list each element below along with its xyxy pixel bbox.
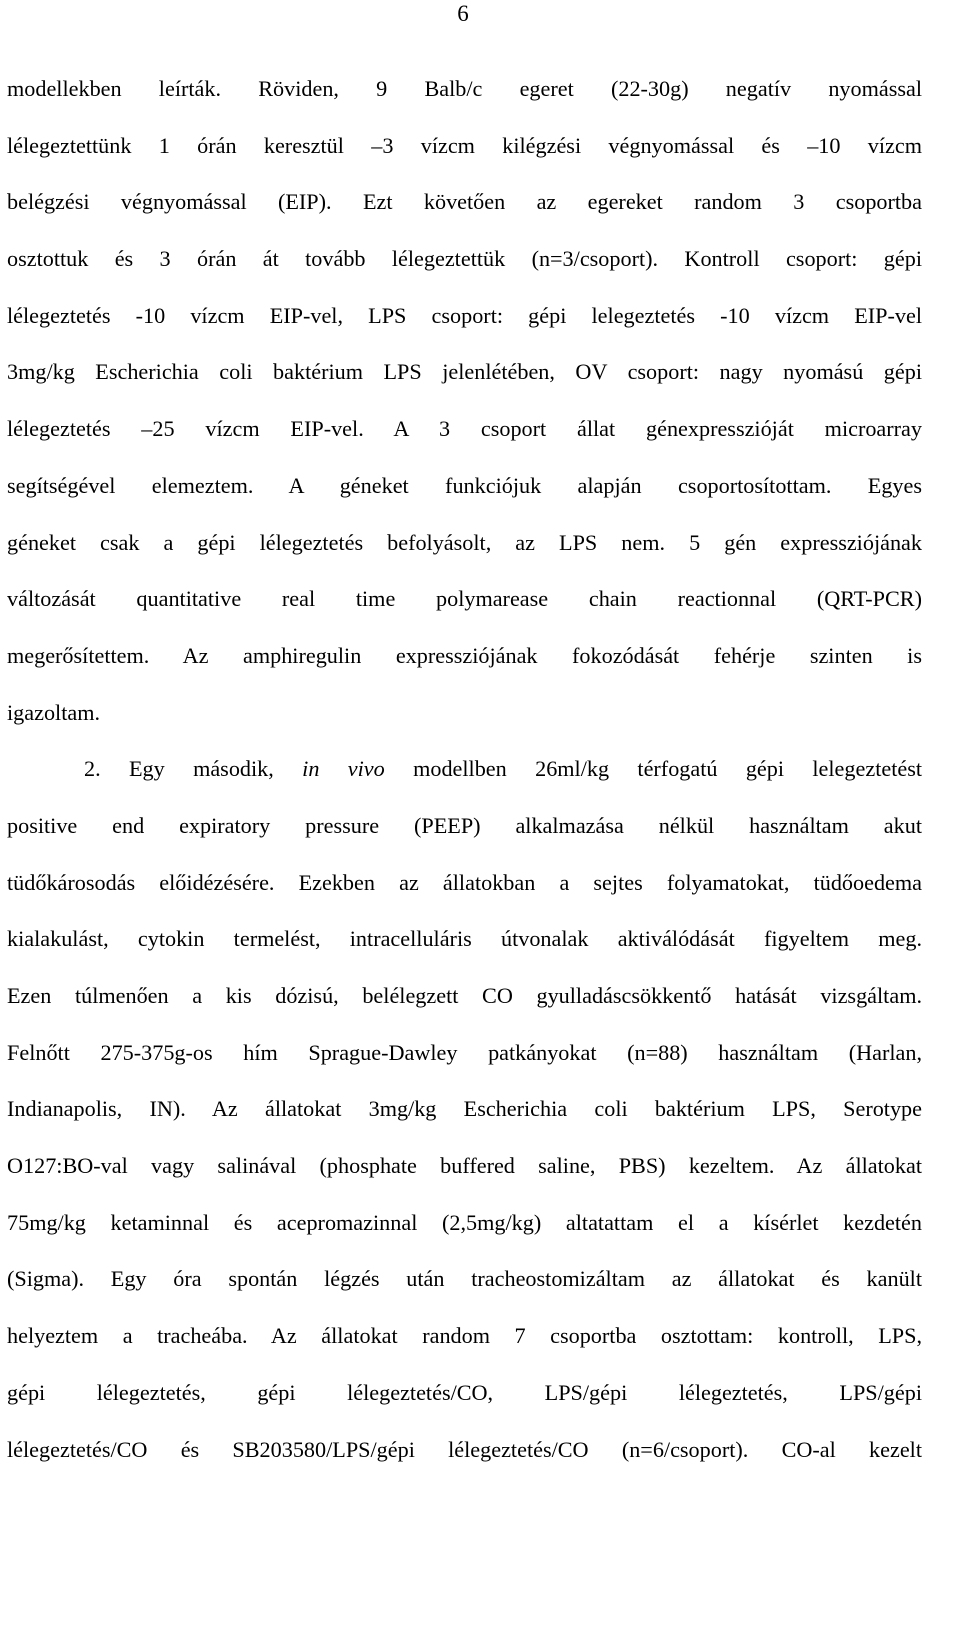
text-line: kialakulást, cytokin termelést, intracelluláris útvonalak aktiválódását figyeltem meg. [7,926,922,952]
text-line: megerősítettem. Az amphiregulin expressziójának fokozódását fehérje szinten is [7,642,922,668]
text-line: lélegeztetés -10 vízcm EIP-vel, LPS csoport: gépi lelegeztetés -10 vízcm EIP-vel [7,302,922,328]
text-line: Ezen túlmenően a kis dózisú, belélegzett CO gyulladáscsökkentő hatását vizsgáltam. [7,983,922,1008]
text-line: igazoltam. [7,699,101,725]
para2-suffix: modellben 26ml/kg térfogatú gépi lelegeztetést [413,756,922,782]
body-text [7,61,922,1478]
page-number: 6 [457,1,469,26]
text-line: tüdőkárosodás előidézésére. Ezekben az állatokban a sejtes folyamatokat, tüdőoedema [7,869,922,895]
text-line: belégzési végnyomással (EIP). Ezt követően az egereket random 3 csoportba [7,189,922,215]
text-line: segítségével elemeztem. A géneket funkciójuk alapján csoportosítottam. Egyes [7,472,922,498]
text-line: Felnőtt 275-375g-os hím Sprague-Dawley patkányokat (n=88) használtam (Harlan, [7,1039,922,1065]
text-line: Indianapolis, IN). Az állatokat 3mg/kg Escherichia coli baktérium LPS, Serotype [7,1096,922,1122]
text-line: (Sigma). Egy óra spontán légzés után tracheostomizáltam az állatokat és kanült [7,1266,922,1292]
text-line: 75mg/kg ketaminnal és acepromazinnal (2,5mg/kg) altatattam el a kísérlet kezdetén [7,1209,922,1235]
text-line: O127:BO-val vagy salinával (phosphate buffered saline, PBS) kezeltem. Az állatokat [7,1153,922,1179]
text-line: osztottuk és 3 órán át tovább lélegeztettük (n=3/csoport). Kontroll csoport: gépi [7,246,922,272]
text-line: positive end expiratory pressure (PEEP) alkalmazása nélkül használtam akut [7,812,922,838]
paragraph-2-first-line [7,741,922,798]
text-line: lélegeztetés/CO és SB203580/LPS/gépi lélegeztetés/CO (n=6/csoport). CO-al kezelt [7,1436,922,1462]
text-line: helyeztem a tracheába. Az állatokat random 7 csoportba osztottam: kontroll, LPS, [7,1323,922,1349]
text-line: lélegeztetés –25 vízcm EIP-vel. A 3 csoport állat génexpresszióját microarray [7,416,922,442]
text-line: géneket csak a gépi lélegeztetés befolyásolt, az LPS nem. 5 gén expressziójának [7,529,922,555]
para2-italic-term: in vivo [302,756,385,782]
text-line: változását quantitative real time polymarease chain reactionnal (QRT-PCR) [7,586,922,612]
text-line: modellekben leírták. Röviden, 9 Balb/c egeret (22-30g) negatív nyomással [7,76,922,101]
text-line: 3mg/kg Escherichia coli baktérium LPS jelenlétében, OV csoport: nagy nyomású gépi [7,359,922,385]
para2-prefix: 2. Egy második, [84,756,274,782]
text-line: lélegeztettünk 1 órán keresztül –3 vízcm kilégzési végnyomással és –10 vízcm [7,132,922,158]
text-line: gépi lélegeztetés, gépi lélegeztetés/CO, LPS/gépi lélegeztetés, LPS/gépi [7,1379,922,1405]
